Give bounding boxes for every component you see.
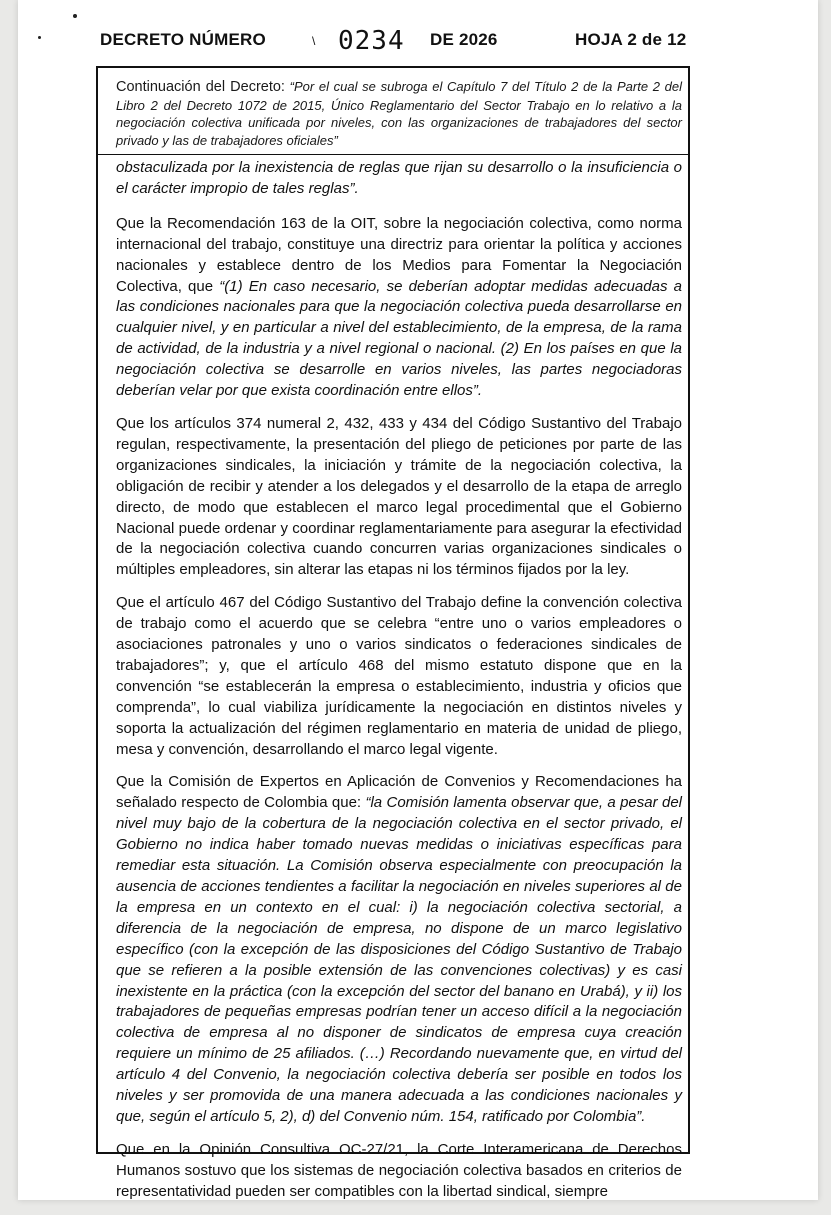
paragraph-segment: obstaculizada por la inexistencia de reglas que rijan su desarrollo o la insuficiencia o el carácter impropio de tales reglas”. — [116, 159, 682, 197]
paragraph — [116, 1140, 682, 1203]
decree-year: DE 2026 — [430, 30, 498, 49]
paragraph — [116, 214, 682, 402]
paragraph-segment: Que en la Opinión Consultiva OC-27/21, la Corte Interamericana de Derechos Humanos sostuvo que los sistemas de negociación colectiva basados en criterios de representatividad pueden ser compatibles con la libertad sindical, siempre — [116, 1140, 682, 1200]
paragraph — [116, 414, 682, 581]
paragraph-segment: Que los artículos 374 numeral 2, 432, 433 y 434 del Código Sustantivo del Trabajo regulan, respectivamente, la presentación del pliego de peticiones por parte de las organizaciones sindicales, la iniciación y trámite de la negociación colectiva, la obligación de recibir y atender a los delegados y el desarrollo de la etapa de arreglo directo, de modo que establecen el marco legal procedimental que el Gobierno Nacional puede ordenar y coordinar reglamentariamente para asegurar la efectividad de la negociación colectiva cuando concurren varias organizaciones sindicales o múltiples empleadores, sin alterar las etapas ni los términos fijados por la ley. — [116, 414, 682, 579]
continuation-lead: Continuación del Decreto: — [116, 79, 285, 95]
scan-speck — [38, 36, 41, 39]
decree-body — [116, 158, 682, 1215]
paragraph-quote: “(1) En caso necesario, se deberían adoptar medidas adecuadas a las condiciones nacionales para que la negociación colectiva pueda desarrollarse en cualquier nivel, y en particular a nivel del establecimiento, de la empresa, de la rama de actividad, de la industria y a nivel regional o nacional. (2) En los países en que la negociación colectiva se desarrolle en varios niveles, las partes negociadoras deberían velar por que exista coordinación entre ellos”. — [116, 277, 682, 400]
stamp-mark: \ — [312, 34, 316, 48]
divider-line — [96, 154, 690, 155]
decree-number: 0234 — [338, 26, 405, 56]
continuation-title: “Por el cual se subroga el Capítulo 7 del Título 2 de la Parte 2 del Libro 2 del Decreto 1072 de 2015, Único Reglamentario del Sector Trabajo en lo relativo a la negociación colectiva unificada por niveles, con las organizaciones de trabajadores del sector privado y las de trabajadores oficiales” — [116, 79, 682, 148]
continuation-block — [116, 78, 682, 149]
scan-speck — [73, 14, 77, 18]
paragraph-segment: Que la Comisión de Expertos en Aplicación de Convenios y Recomendaciones ha señalado respecto de Colombia que: — [116, 773, 682, 812]
paragraph — [116, 772, 682, 1127]
paragraph-quote: “la Comisión lamenta observar que, a pesar del nivel muy bajo de la cobertura de la negociación colectiva en el sector privado, el Gobierno no indica haber tomado nuevas medidas o iniciativas específicas para remediar esta situación. La Comisión observa especialmente con preocupación la ausencia de acciones tendientes a facilitar la negociación en niveles superiores al de la empresa en un contexto en el cual: i) la negociación colectiva sectorial, a diferencia de la negociación de empresa, no dispone de un marco legislativo específico (con la excepción de las disposiciones del Código Sustantivo de Trabajo que se refieren a la posible extensión de las convenciones colectivas) y es casi inexistente en la práctica (con la excepción del sector del banano en Urabá), y ii) los trabajadores de pequeñas empresas podrían tener un acceso difícil a la negociación colectiva de empresa al no disponer de sindicatos de empresa cuya creación requiere un mínimo de 25 afiliados. (…) Recordando nuevamente que, en virtud del artículo 4 del Convenio, la negociación colectiva debería ser posible en todos los niveles y ser promovida de una manera adecuada a las condiciones nacionales y que, según el artículo 5, 2), d) del Convenio núm. 154, ratificado por Colombia”. — [116, 794, 682, 1125]
decree-number-label: DECRETO NÚMERO — [100, 30, 266, 49]
paragraph — [116, 158, 682, 200]
paragraph-segment: Que el artículo 467 del Código Sustantivo del Trabajo define la convención colectiva de trabajo como el acuerdo que se celebra “entre uno o varios empleadores o asociaciones patronales y uno o varios sindicatos o federaciones sindicales de trabajadores”; y, que el artículo 468 del mismo estatuto dispone que en la convención “se establecerán la empresa o establecimiento, industria y oficios que comprenda”, lo cual viabiliza jurídicamente la negociación en distintos niveles y soporta la actualización del régimen reglamentario en materia de unidad de pliego, mesa y convención, desarrollando el marco legal vigente. — [116, 594, 682, 758]
paragraph-segment: Que la Recomendación 163 de la OIT, sobre la negociación colectiva, como norma internacional del trabajo, constituye una directriz para orientar la política y acciones nacionales y establece dentro de los Medios para Fomentar la Negociación Colectiva, que — [116, 214, 682, 295]
paragraph — [116, 593, 682, 760]
sheet-counter: HOJA 2 de 12 — [575, 30, 687, 49]
document-header — [100, 26, 720, 56]
